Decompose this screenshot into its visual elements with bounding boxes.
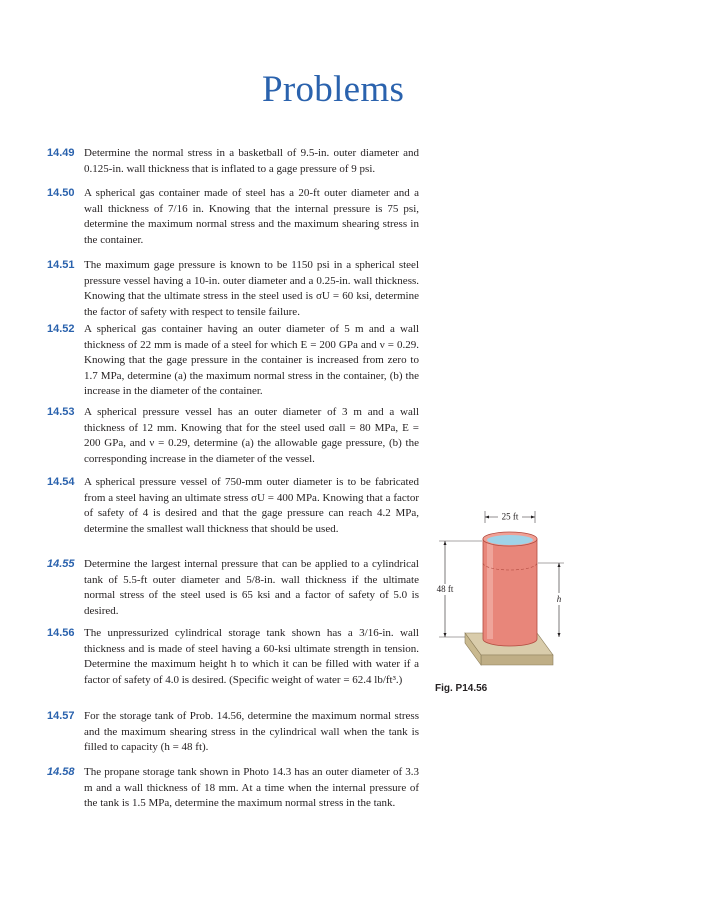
problem-text: A spherical pressure vessel of 750-mm outer diameter is to be fabricated from a steel having an ultimate stress σU = 400 MPa. Knowing that a factor of safety of 4 is desired and that the gage pressure can reach 4.2 MPa, determine the smallest wall thickness that should be used. bbox=[84, 476, 419, 535]
width-label: 25 ft bbox=[501, 511, 519, 522]
problem-text: A spherical gas container having an outer diameter of 5 m and a wall thickness of 22 mm is made of a steel for which E = 200 GPa and ν = 0.29. Knowing that the gage pressure in the container is increased from zero to 1.7 MPa, determine (a) the maximum normal stress in the container, (b) the increase in the diameter of the container. bbox=[84, 323, 419, 397]
problem-14-49 bbox=[47, 146, 419, 177]
arrowhead bbox=[558, 633, 561, 637]
problem-14-50 bbox=[47, 186, 419, 248]
problem-text: The propane storage tank shown in Photo 14.3 has an outer diameter of 3.3 m and a wall thickness of 18 mm. At a time when the internal pressure of the tank is 1.5 MPa, determine the maximum normal stress in the tank. bbox=[84, 766, 419, 809]
arrowhead bbox=[558, 563, 561, 567]
arrowhead bbox=[485, 516, 489, 519]
page-title: Problems bbox=[262, 69, 405, 110]
water-surface bbox=[487, 535, 533, 545]
fill-height-label: h bbox=[556, 594, 562, 604]
arrowhead bbox=[531, 516, 535, 519]
problem-text: Determine the normal stress in a basketball of 9.5-in. outer diameter and 0.125-in. wall thickness that is inflated to a gage pressure of 9 psi. bbox=[84, 147, 419, 175]
problem-number: 14.52 bbox=[47, 323, 75, 335]
problem-text: For the storage tank of Prob. 14.56, determine the maximum normal stress and the maximum shearing stress in the cylindrical wall when the tank is filled to capacity (h = 48 ft). bbox=[84, 710, 419, 753]
figure-caption: Fig. P14.56 bbox=[435, 683, 488, 694]
problem-text: The unpressurized cylindrical storage tank shown has a 3/16-in. wall thickness and is made of steel having a 60-ksi ultimate strength in tension. Determine the maximum height h to which it can be filled with water if a factor of safety of 4.0 is desired. (Specific weight of water = 62.4 lb/ft³.) bbox=[84, 627, 419, 686]
problem-text: A spherical gas container made of steel has a 20-ft outer diameter and a wall thickness of 7/16 in. Knowing that the internal pressure is 75 psi, determine the maximum normal stress and the maximum shearing stress in the container. bbox=[84, 187, 419, 246]
problem-number: 14.53 bbox=[47, 406, 75, 418]
problem-text: The maximum gage pressure is known to be 1150 psi in a spherical steel pressure vessel having a 10-in. outer diameter and a 0.25-in. wall thickness. Knowing that the ultimate stress in the steel used is σU = 60 ksi, determine the factor of safety with respect to tensile failure. bbox=[84, 259, 419, 318]
problem-14-57 bbox=[47, 709, 419, 756]
problem-14-58 bbox=[47, 765, 419, 812]
problem-number: 14.55 bbox=[47, 558, 75, 570]
problem-14-52 bbox=[47, 322, 419, 400]
problem-number: 14.50 bbox=[47, 187, 75, 199]
problem-number: 14.51 bbox=[47, 259, 75, 271]
arrowhead bbox=[444, 633, 447, 637]
problem-number: 14.56 bbox=[47, 627, 75, 639]
problem-number: 14.49 bbox=[47, 147, 75, 159]
problem-14-51 bbox=[47, 258, 419, 320]
height-label: 48 ft bbox=[436, 584, 454, 594]
problem-number: 14.54 bbox=[47, 476, 75, 488]
tank-base-front bbox=[481, 655, 553, 665]
problem-text: Determine the largest internal pressure that can be applied to a cylindrical tank of 5.5-ft outer diameter and 5/8-in. wall thickness if the ultimate normal stress of the steel used is 65 ksi and a factor of safety of 5.0 is desired. bbox=[84, 558, 419, 617]
problem-text: A spherical pressure vessel has an outer diameter of 3 m and a wall thickness of 12 mm. Knowing that for the steel used σall = 80 MPa, E = 200 GPa, and ν = 0.29, determine (a) the allowable gage pressure, (b) the corresponding increase in the diameter of the vessel. bbox=[84, 406, 419, 465]
problem-14-56 bbox=[47, 626, 419, 688]
tank-figure bbox=[425, 505, 565, 695]
problem-14-53 bbox=[47, 405, 419, 467]
problem-number: 14.57 bbox=[47, 710, 75, 722]
problem-14-54 bbox=[47, 475, 419, 537]
arrowhead bbox=[444, 541, 447, 545]
problem-number: 14.58 bbox=[47, 766, 75, 778]
tank-highlight bbox=[487, 539, 493, 639]
problem-14-55 bbox=[47, 557, 419, 619]
